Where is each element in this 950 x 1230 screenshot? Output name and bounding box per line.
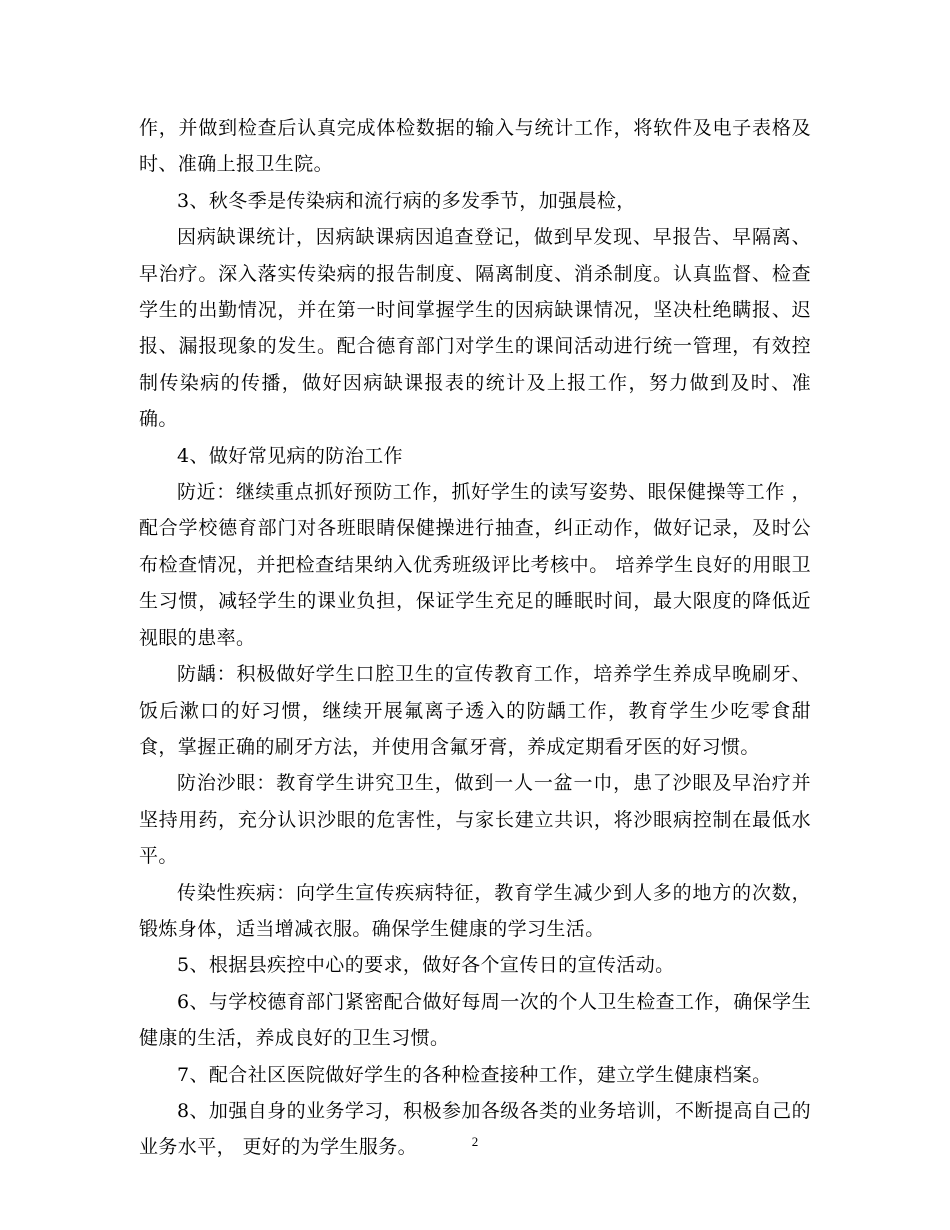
document-body	[139, 110, 811, 1166]
paragraph-item-3: 3、秋冬季是传染病和流行病的多发季节，加强晨检，	[177, 189, 636, 212]
paragraph-item-4: 4、做好常见病的防治工作	[177, 444, 403, 467]
paragraph-continuation: 作，并做到检查后认真完成体检数据的输入与统计工作，将软件及电子表格及时、准确上报卫生院。	[139, 117, 811, 176]
paragraph-caries-prevention: 防龋：积极做好学生口腔卫生的宣传教育工作，培养学生养成早晚刷牙、饭后漱口的好习惯，继续开展氟离子透入的防龋工作，教育学生少吃零食甜食，掌握正确的刷牙方法，并使用含氟牙膏，养成定期看牙医的好习惯。	[139, 663, 811, 758]
paragraph-infectious-disease: 传染性疾病：向学生宣传疾病特征，教育学生减少到人多的地方的次数，锻炼身体，适当增减衣服。确保学生健康的学习生活。	[139, 881, 811, 940]
page-number: 2	[471, 1134, 479, 1149]
paragraph-absence-tracking: 因病缺课统计，因病缺课病因追查登记，做到早发现、早报告、早隔离、早治疗。深入落实传染病的报告制度、隔离制度、消杀制度。认真监督、检查学生的出勤情况，并在第一时间掌握学生的因病缺课情况，坚决杜绝瞒报、迟报、漏报现象的发生。配合德育部门对学生的课间活动进行统一管理，有效控制传染病的传播，做好因病缺课报表的统计及上报工作，努力做到及时、准确。	[139, 226, 811, 431]
paragraph-item-8: 8、加强自身的业务学习，积极参加各级各类的业务培训，不断提高自己的业务水平， 更好的为学生服务。	[139, 1099, 811, 1159]
paragraph-item-5: 5、根据县疾控中心的要求，做好各个宣传日的宣传活动。	[177, 954, 675, 977]
paragraph-myopia-prevention: 防近：继续重点抓好预防工作，抓好学生的读写姿势、眼保健操等工作 ，配合学校德育部门对各班眼睛保健操进行抽查，纠正动作，做好记录，及时公布检查情况，并把检查结果纳入优秀班级评比考核中。 培养学生良好的用眼卫生习惯，减轻学生的课业负担，保证学生充足的睡眠时间，最大限度的降低近视眼的患率。	[139, 481, 811, 649]
paragraph-item-7: 7、配合社区医院做好学生的各种检查接种工作，建立学生健康档案。	[177, 1063, 772, 1086]
paragraph-item-6: 6、与学校德育部门紧密配合做好每周一次的个人卫生检查工作，确保学生健康的生活，养成良好的卫生习惯。	[139, 990, 811, 1050]
paragraph-trachoma-prevention: 防治沙眼：教育学生讲究卫生，做到一人一盆一巾，患了沙眼及早治疗并坚持用药，充分认识沙眼的危害性，与家长建立共识，将沙眼病控制在最低水平。	[139, 772, 811, 868]
